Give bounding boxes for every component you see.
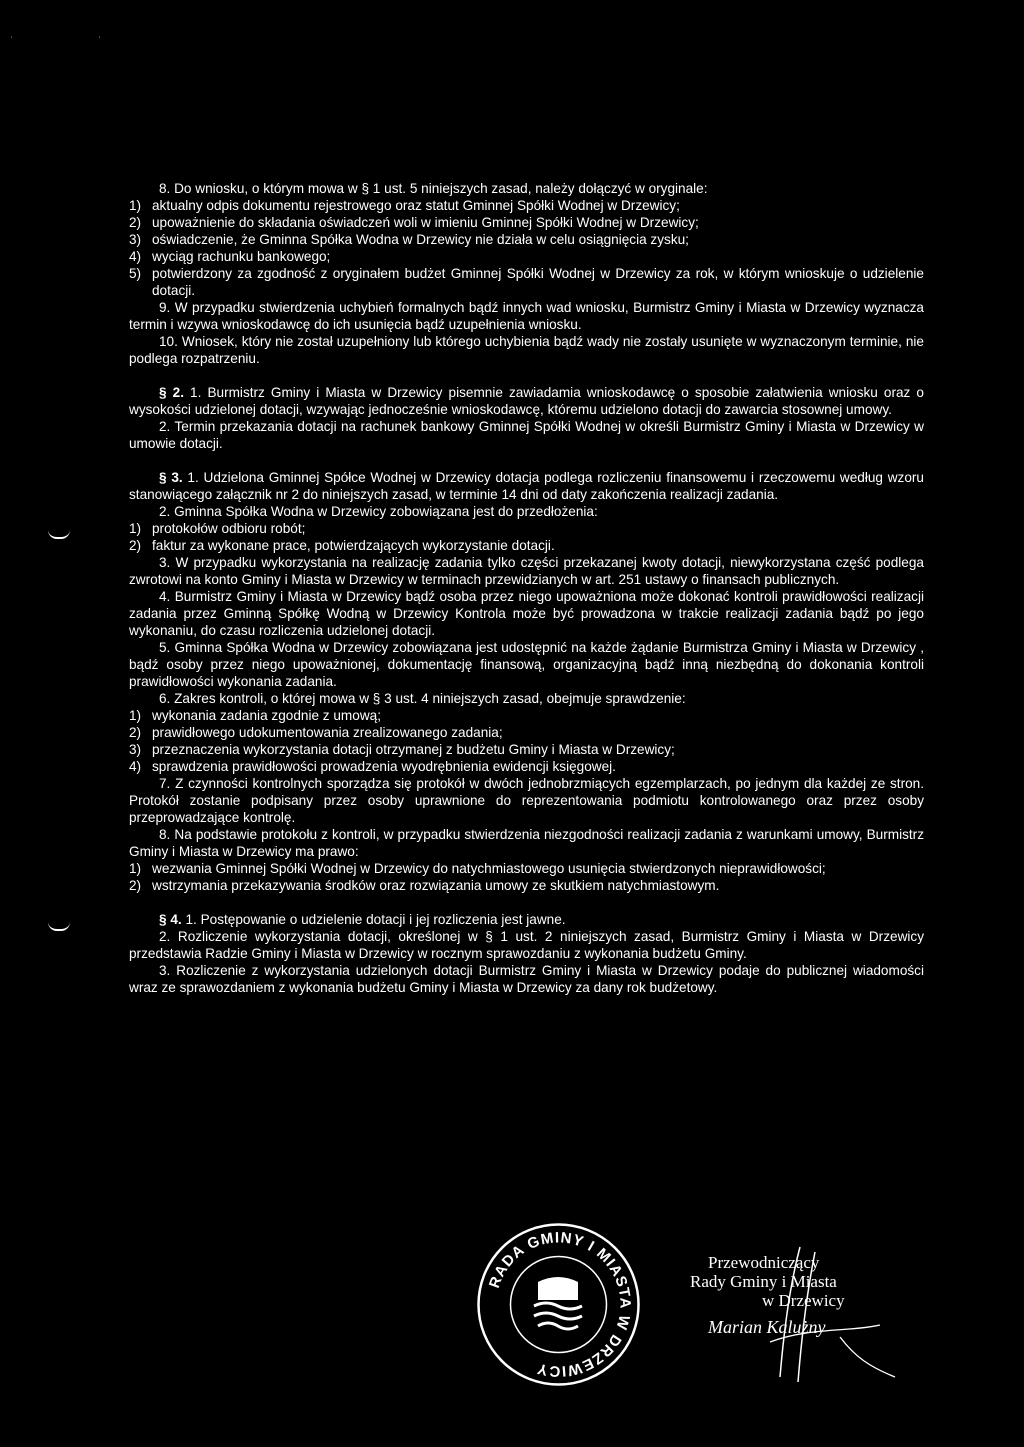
list-item-text: wyciąg rachunku bankowego; [152,249,331,264]
list-item [129,197,924,214]
list-item-number: 4) [129,249,142,264]
margin-hole-mark [48,530,70,539]
list-item-text: przeznaczenia wykorzystania dotacji otrzymanej z budżetu Gminy i Miasta w Drzewicy; [152,742,675,757]
list-item-text: wezwania Gminnej Spółki Wodnej w Drzewicy do natychmiastowego usunięcia stwierdzonych nieprawidłowości; [152,861,826,876]
paragraph-text: 1. Postępowanie o udzielenie dotacji i jej rozliczenia jest jawne. [181,912,566,927]
list-item-text: wykonania zadania zgodnie z umową; [152,708,381,723]
list-item [129,860,924,877]
paragraph-text: 8. Na podstawie protokołu z kontroli, w przypadku stwierdzenia niezgodności realizacji zadania z warunkami umowy, Burmistrz Gminy i Miasta w Drzewicy ma prawo: [129,827,924,859]
paragraph-text: 2. Rozliczenie wykorzystania dotacji, określonej w § 1 ust. 2 niniejszych zasad, Burmistrz Gminy i Miasta w Drzewicy przedstawia Radzie Gminy i Miasta w Drzewicy w rocznym sprawozdaniu z wykonania budżetu Gminy. [129,929,924,961]
paragraph [129,503,924,520]
list-item-number: 5) [129,266,142,281]
paragraph-gap [129,367,924,384]
list-item-text: protokołów odbioru robót; [152,521,306,536]
paragraph-text: 10. Wniosek, który nie został uzupełniony lub którego uchybienia bądź wady nie zostały usunięte w wyznaczonym terminie, nie podlega rozpatrzeniu. [129,334,924,366]
paragraph [129,639,924,690]
paragraph [129,826,924,860]
document-body [129,180,924,996]
paragraph-gap [129,894,924,911]
paragraph-text: 6. Zakres kontroli, o której mowa w § 3 ust. 4 niniejszych zasad, obejmuje sprawdzenie: [159,691,686,706]
scan-mark: ˌ [10,28,13,38]
list-item [129,265,924,299]
paragraph [129,690,924,707]
section-number: § 4. [159,912,182,927]
paragraph-text: 3. W przypadku wykorzystania na realizację zadania tylko części przekazanej kwoty dotacji, niewykorzystana część podlega zwrotowi na konto Gminy i Miasta w Drzewicy w terminach przewidzianych w art. 251 ustawy o finansach publicznych. [129,555,924,587]
paragraph [129,469,924,503]
paragraph-text: 5. Gminna Spółka Wodna w Drzewicy zobowiązana jest udostępnić na każde żądanie Burmistrza Gminy i Miasta w Drzewicy , bądź osoby przez niego upoważnionej, dokumentację finansową, organizacyjną bądź inną niezbędną do dokonania kontroli prawidłowości wykonania zadania. [129,640,924,689]
round-seal-stamp [476,1222,641,1387]
section-number: § 2. [159,385,184,400]
paragraph-text: 3. Rozliczenie z wykorzystania udzielonych dotacji Burmistrz Gminy i Miasta w Drzewicy podaje do publicznej wiadomości wraz ze sprawozdaniem z wykonania budżetu Gminy i Miasta w Drzewicy za dany rok budżetowy. [129,963,924,995]
paragraph [129,384,924,418]
paragraph-text: 1. Udzielona Gminnej Spółce Wodnej w Drzewicy dotacja podlega rozliczeniu finansowemu i rzeczowemu według wzoru stanowiącego załącznik nr 2 do niniejszych zasad, w terminie 14 dni od daty zakończenia realizacji zadania. [129,470,924,502]
list-item-number: 1) [129,198,142,213]
list-item-number: 1) [129,861,142,876]
list-item [129,520,924,537]
paragraph-text: 2. Gminna Spółka Wodna w Drzewicy zobowiązana jest do przedłożenia: [159,504,598,519]
signature-title-2: Rady Gminy i Miasta [690,1272,837,1291]
list-item-number: 2) [129,215,142,230]
paragraph [129,928,924,962]
seal-text: RADA GMINY I MIASTA W DRZEWICY [485,1229,634,1380]
list-item-text: faktur za wykonane prace, potwierdzających wykorzystanie dotacji. [152,538,555,553]
list-item-number: 1) [129,708,142,723]
list-item-text: potwierdzony za zgodność z oryginałem budżet Gminnej Spółki Wodnej w Drzewicy za rok, w którym wnioskuje o udzielenie dotacji. [152,266,924,298]
paragraph-text: 4. Burmistrz Gminy i Miasta w Drzewicy bądź osoba przez niego upoważniona może dokonać kontroli prawidłowości realizacji zadania przez Gminną Spółkę Wodną w Drzewicy Kontrola może być prowadzona w trakcie realizacji zadania bądź po jego wykonaniu, do czasu rozliczenia udzielonej dotacji. [129,589,924,638]
section-number: § 3. [159,470,183,485]
paragraph [129,962,924,996]
list-item [129,724,924,741]
list-item-text: upoważnienie do składania oświadczeń woli w imieniu Gminnej Spółki Wodnej w Drzewicy; [152,215,699,230]
paragraph [129,418,924,452]
list-item [129,741,924,758]
paragraph-text: 8. Do wniosku, o którym mowa w § 1 ust. 5 niniejszych zasad, należy dołączyć w oryginale: [159,181,708,196]
paragraph [129,911,924,928]
margin-hole-mark [48,922,70,931]
paragraph [129,333,924,367]
list-item [129,537,924,554]
list-item-number: 4) [129,759,142,774]
paragraph-text: 7. Z czynności kontrolnych sporządza się protokół w dwóch jednobrzmiących egzemplarzach, po jednym dla każdej ze stron. Protokół zostanie podpisany przez osoby uprawnione do reprezentowania podmiotu kontrolowanego oraz przez osoby przeprowadzające kontrolę. [129,776,924,825]
paragraph [129,554,924,588]
signature-name: Marian Kalużny [708,1317,826,1337]
list-item-text: sprawdzenia prawidłowości prowadzenia wyodrębnienia ewidencji księgowej. [152,759,616,774]
list-item-number: 1) [129,521,142,536]
list-item-text: aktualny odpis dokumentu rejestrowego oraz statut Gminnej Spółki Wodnej w Drzewicy; [152,198,680,213]
svg-text:RADA GMINY I MIASTA W DRZEWICY [486,1229,634,1379]
paragraph [129,299,924,333]
list-item-text: wstrzymania przekazywania środków oraz rozwiązania umowy ze skutkiem natychmiastowym. [152,878,720,893]
list-item [129,707,924,724]
paragraph [129,180,924,197]
paragraph-text: 9. W przypadku stwierdzenia uchybień formalnych bądź innych wad wniosku, Burmistrz Gminy i Miasta w Drzewicy wyznacza termin i wzywa wnioskodawcę do ich usunięcia bądź uzupełnienia wniosku. [129,300,924,332]
paragraph-text: 2. Termin przekazania dotacji na rachunek bankowy Gminnej Spółki Wodnej w określi Burmistrz Gminy i Miasta w Drzewicy w umowie dotacji. [129,419,924,451]
list-item-number: 2) [129,538,142,553]
list-item [129,248,924,265]
scan-mark: ˌ [98,28,101,38]
list-item [129,758,924,775]
list-item [129,231,924,248]
list-item-number: 3) [129,232,142,247]
seal-emblem [534,1277,582,1329]
signature-title-3: w Drzewicy [762,1291,845,1310]
paragraph-text: 1. Burmistrz Gminy i Miasta w Drzewicy pisemnie zawiadamia wnioskodawcę o sposobie załatwienia wniosku oraz o wysokości udzielonej dotacji, wzywając jednocześnie wnioskodawcę, któremu udzielono dotacji do zawarcia stosownej umowy. [129,385,924,417]
paragraph-gap [129,452,924,469]
list-item-number: 2) [129,725,142,740]
paragraph [129,775,924,826]
signature-block [680,1237,930,1387]
list-item-number: 3) [129,742,142,757]
list-item-number: 2) [129,878,142,893]
list-item [129,877,924,894]
list-item [129,214,924,231]
list-item-text: prawidłowego udokumentowania zrealizowanego zadania; [152,725,503,740]
paragraph [129,588,924,639]
signature-title-1: Przewodniczący [708,1253,820,1272]
list-item-text: oświadczenie, że Gminna Spółka Wodna w Drzewicy nie działa w celu osiągnięcia zysku; [152,232,689,247]
